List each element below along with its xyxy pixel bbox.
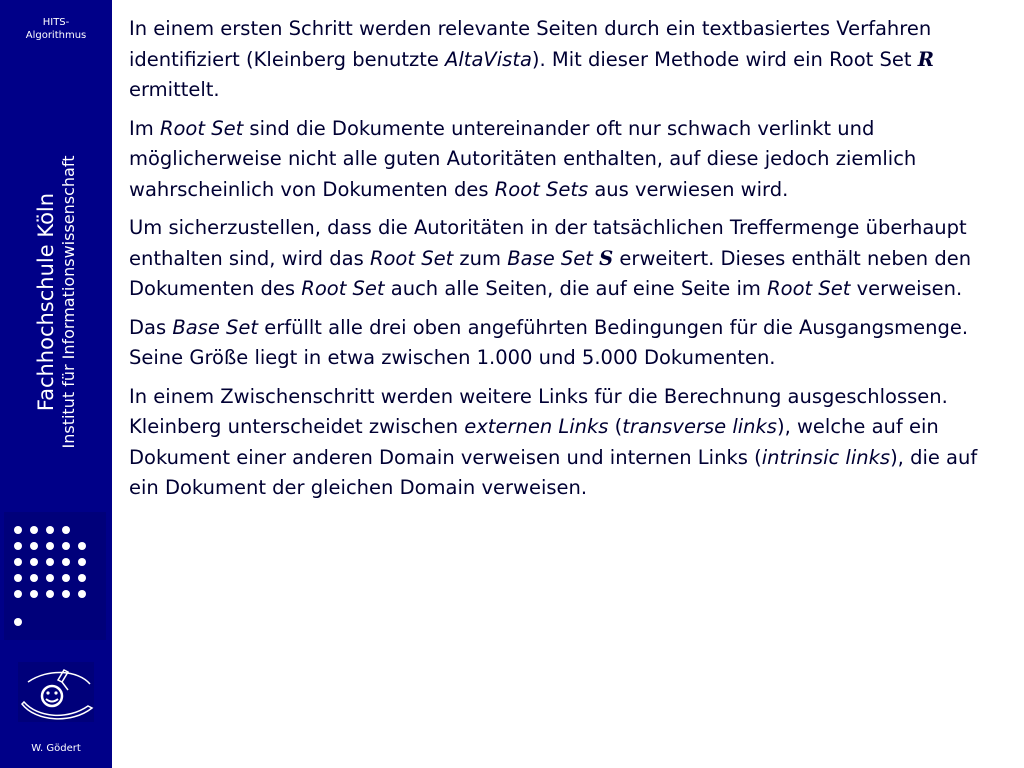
dot-pattern-logo [4, 512, 106, 640]
paragraph-root-set-links: Im Root Set sind die Dokumente untereinander oft nur schwach verlinkt und möglicherweise nicht alle guten Autoritäten enthalten, auf diese jedoch ziemlich wahrscheinlich von Dokumenten des Root Sets aus verwiesen wird. [129, 116, 917, 201]
school-name: Fachhochschule Köln [34, 192, 58, 412]
smiley-logo-icon [18, 662, 94, 722]
slide-topic-line2: Algorithmus [25, 30, 87, 41]
paragraph-base-set-size: Das Base Set erfüllt alle drei oben angeführten Bedingungen für die Ausgangsmenge. Seine Größe liegt in etwa zwischen 1.000 und 5.000 Dokumenten. [129, 315, 969, 369]
institution-title [33, 102, 79, 502]
sidebar [0, 0, 112, 768]
slide-content [129, 14, 999, 512]
author-name: W. Gödert [31, 743, 81, 754]
institute-name: Institut für Informationswissenschaft [59, 155, 78, 449]
slide-topic [0, 16, 112, 42]
paragraph-link-types: In einem Zwischenschritt werden weitere Links für die Berechnung ausgeschlossen. Kleinberg unterscheidet zwischen externen Links (transverse links), welche auf ein Dokument einer anderen Domain verweisen und internen Links (intrinsic links), die auf ein Dokument der gleichen Domain verweisen. [129, 384, 978, 499]
paragraph-root-set: In einem ersten Schritt werden relevante Seiten durch ein textbasiertes Verfahren identifiziert (Kleinberg benutzte AltaVista). Mit dieser Methode wird ein Root Set R ermittelt. [129, 17, 934, 101]
slide-topic-line1: HITS- [42, 17, 70, 28]
paragraph-base-set: Um sicherzustellen, dass die Autoritäten in der tatsächlichen Treffermenge überhaupt enthalten sind, wird das Root Set zum Base Set S erweitert. Dieses enthält neben den Dokumenten des Root Set auch alle Seiten, die auf eine Seite im Root Set verweisen. [129, 216, 972, 300]
